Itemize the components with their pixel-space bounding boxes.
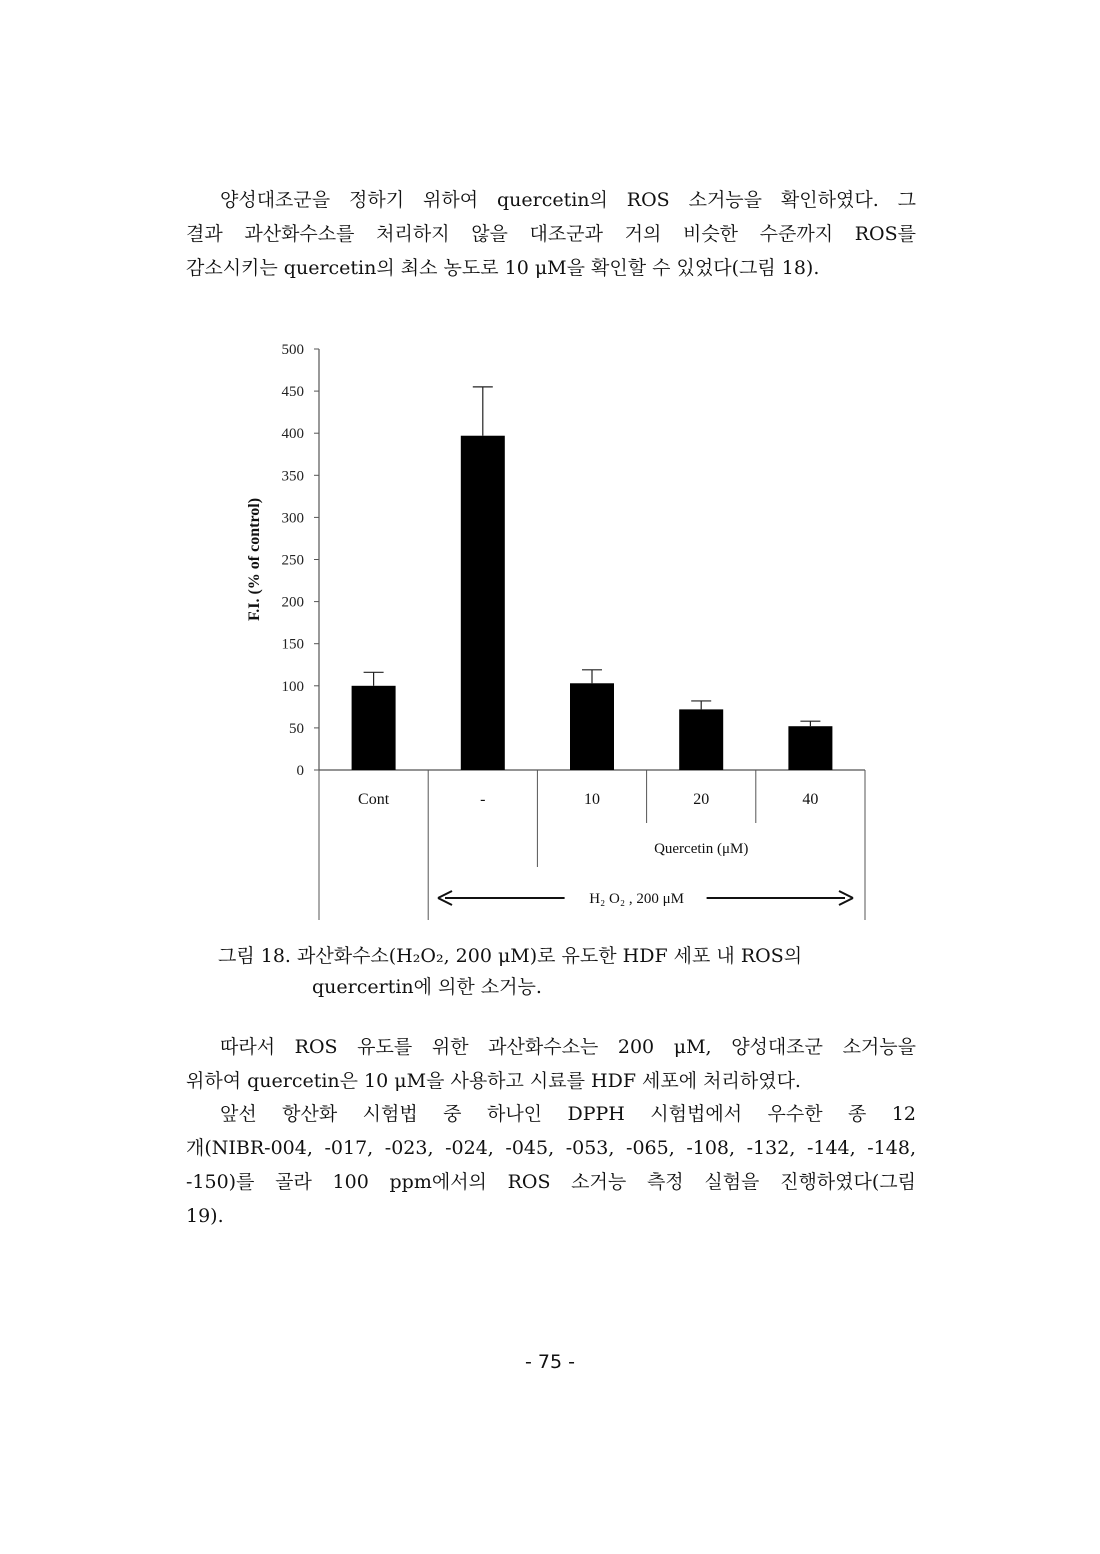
category-label: 10 bbox=[584, 791, 600, 808]
text-line: 결과 과산화수소를 처리하지 않을 대조군과 거의 비슷한 수준까지 ROS를 bbox=[186, 223, 916, 245]
y-tick-label: 0 bbox=[296, 763, 304, 779]
bar bbox=[461, 436, 505, 770]
page-number: - 75 - bbox=[525, 1351, 575, 1373]
y-tick-label: 350 bbox=[281, 468, 304, 485]
y-tick-label: 450 bbox=[281, 384, 304, 401]
text-line: 양성대조군을 정하기 위하여 quercetin의 ROS 소거능을 확인하였다. 그 bbox=[220, 189, 916, 211]
category-label: 20 bbox=[693, 791, 710, 808]
y-tick-label: 300 bbox=[281, 510, 304, 527]
text-line: 앞선 항산화 시험법 중 하나인 DPPH 시험법에서 우수한 종 12 bbox=[220, 1103, 916, 1125]
text-line: 19). bbox=[186, 1205, 224, 1227]
text-line: 따라서 ROS 유도를 위한 과산화수소는 200 μM, 양성대조군 소거능을 bbox=[220, 1036, 916, 1058]
quercetin-group-label: Quercetin (μM) bbox=[654, 841, 749, 857]
text-line: 개(NIBR-004, -017, -023, -024, -045, -053, -065, -108, -132, -144, -148, bbox=[186, 1137, 916, 1159]
category-label: 40 bbox=[802, 791, 819, 808]
y-tick-label: 400 bbox=[281, 426, 304, 443]
caption-line: 그림 18. 과산화수소(H₂O₂, 200 μM)로 유도한 HDF 세포 내 ROS의 bbox=[218, 945, 803, 967]
caption-line: quercertin에 의한 소거능. bbox=[312, 976, 542, 998]
bar bbox=[679, 709, 723, 770]
y-tick-label: 500 bbox=[281, 342, 304, 358]
bar bbox=[570, 683, 614, 770]
category-label: Cont bbox=[358, 791, 390, 808]
y-tick-label: 250 bbox=[281, 552, 304, 569]
text-line: 위하여 quercetin은 10 μM을 사용하고 시료를 HDF 세포에 처리하였다. bbox=[186, 1070, 801, 1092]
y-axis-label: F.I. (% of control) bbox=[246, 497, 263, 622]
bar bbox=[352, 686, 396, 770]
h2o2-label: H₂ O₂ , 200 μM bbox=[589, 891, 684, 907]
y-tick-label: 200 bbox=[281, 594, 304, 611]
text-line: -150)를 골라 100 ppm에서의 ROS 소거능 측정 실험을 진행하였다(그림 bbox=[186, 1171, 916, 1193]
y-tick-label: 100 bbox=[281, 678, 304, 695]
bar bbox=[788, 726, 832, 770]
methods-paragraph bbox=[186, 1030, 916, 1098]
dpph-paragraph bbox=[186, 1097, 916, 1233]
figure-caption bbox=[218, 941, 918, 1003]
y-tick-label: 50 bbox=[289, 720, 304, 737]
y-tick-label: 150 bbox=[281, 636, 304, 653]
text-line: 감소시키는 quercetin의 최소 농도로 10 μM을 확인할 수 있었다(그림 18). bbox=[186, 257, 820, 279]
category-label: - bbox=[480, 791, 486, 808]
